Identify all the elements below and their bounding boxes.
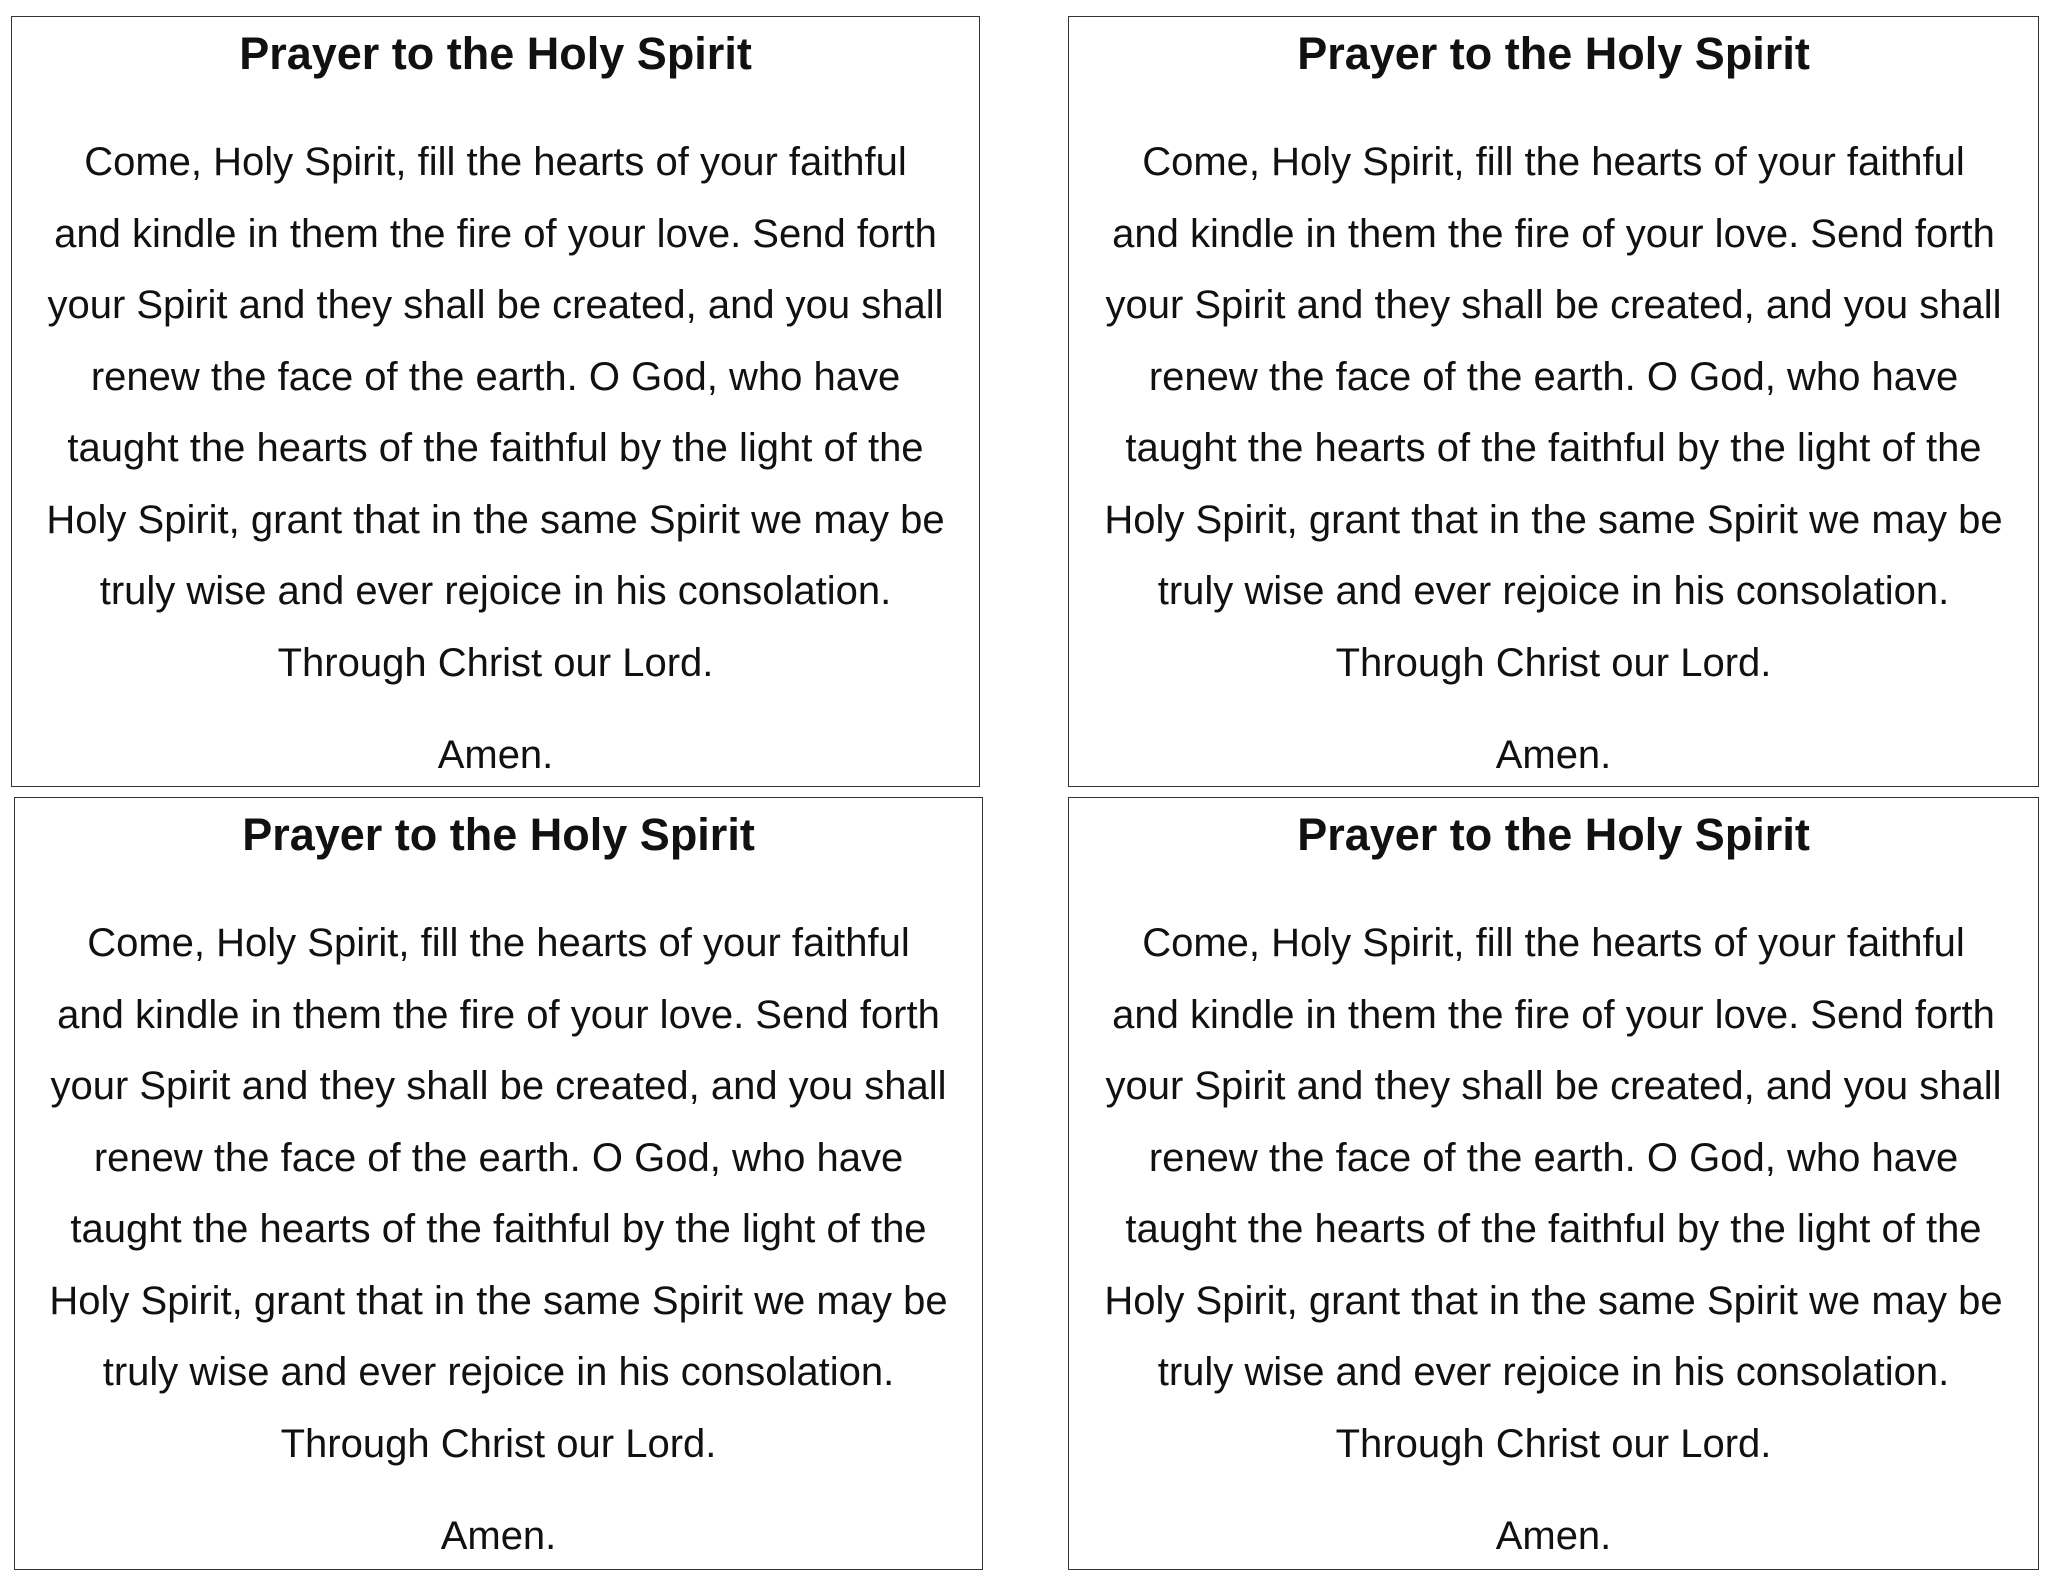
prayer-line: your Spirit and they shall be created, and you shall (50, 1064, 947, 1108)
prayer-card (11, 16, 980, 787)
prayer-text (1069, 908, 2038, 1480)
prayer-line: truly wise and ever rejoice in his consolation. (1157, 569, 1950, 613)
card-title: Prayer to the Holy Spirit (239, 28, 752, 79)
prayer-line: taught the hearts of the faithful by the light of the (1125, 426, 1982, 470)
prayer-line: truly wise and ever rejoice in his consolation. (102, 1350, 895, 1394)
card-closing: Amen. (1495, 733, 1612, 777)
prayer-line: taught the hearts of the faithful by the light of the (67, 426, 924, 470)
prayer-line: taught the hearts of the faithful by the light of the (1125, 1207, 1982, 1251)
prayer-line: and kindle in them the fire of your love. Send forth (57, 992, 940, 1037)
prayer-line: Holy Spirit, grant that in the same Spirit we may be (46, 497, 945, 542)
prayer-line: truly wise and ever rejoice in his consolation. (1157, 1350, 1950, 1394)
prayer-line: taught the hearts of the faithful by the light of the (70, 1207, 927, 1251)
prayer-line: renew the face of the earth. O God, who have (90, 354, 901, 399)
prayer-line: Come, Holy Spirit, fill the hearts of your faithful (84, 140, 907, 184)
prayer-line: Holy Spirit, grant that in the same Spirit we may be (49, 1278, 948, 1323)
prayer-line: Through Christ our Lord. (277, 640, 714, 685)
prayer-line: Through Christ our Lord. (280, 1421, 717, 1466)
prayer-line: your Spirit and they shall be created, and you shall (47, 283, 944, 327)
prayer-line: Through Christ our Lord. (1335, 1421, 1772, 1466)
prayer-line: Come, Holy Spirit, fill the hearts of your faithful (1142, 140, 1965, 184)
card-closing: Amen. (440, 1514, 557, 1558)
prayer-line: your Spirit and they shall be created, and you shall (1105, 283, 2002, 327)
prayer-text (15, 908, 982, 1480)
card-title: Prayer to the Holy Spirit (1297, 28, 1810, 79)
prayer-line: your Spirit and they shall be created, and you shall (1105, 1064, 2002, 1108)
prayer-text (1069, 127, 2038, 699)
prayer-line: Through Christ our Lord. (1335, 640, 1772, 685)
prayer-text (12, 127, 979, 699)
prayer-line: Holy Spirit, grant that in the same Spirit we may be (1104, 497, 2003, 542)
prayer-line: truly wise and ever rejoice in his consolation. (99, 569, 892, 613)
prayer-line: Come, Holy Spirit, fill the hearts of your faithful (1142, 921, 1965, 965)
prayer-line: renew the face of the earth. O God, who have (1148, 1135, 1959, 1180)
prayer-card (1068, 797, 2039, 1570)
card-closing: Amen. (437, 733, 554, 777)
prayer-line: and kindle in them the fire of your love. Send forth (54, 211, 937, 256)
prayer-line: renew the face of the earth. O God, who have (93, 1135, 904, 1180)
prayer-card (1068, 16, 2039, 787)
card-title: Prayer to the Holy Spirit (242, 809, 755, 860)
prayer-line: and kindle in them the fire of your love. Send forth (1112, 211, 1995, 256)
prayer-line: renew the face of the earth. O God, who have (1148, 354, 1959, 399)
prayer-line: Come, Holy Spirit, fill the hearts of your faithful (87, 921, 910, 965)
card-title: Prayer to the Holy Spirit (1297, 809, 1810, 860)
prayer-line: and kindle in them the fire of your love. Send forth (1112, 992, 1995, 1037)
card-closing: Amen. (1495, 1514, 1612, 1558)
prayer-card (14, 797, 983, 1570)
prayer-line: Holy Spirit, grant that in the same Spirit we may be (1104, 1278, 2003, 1323)
